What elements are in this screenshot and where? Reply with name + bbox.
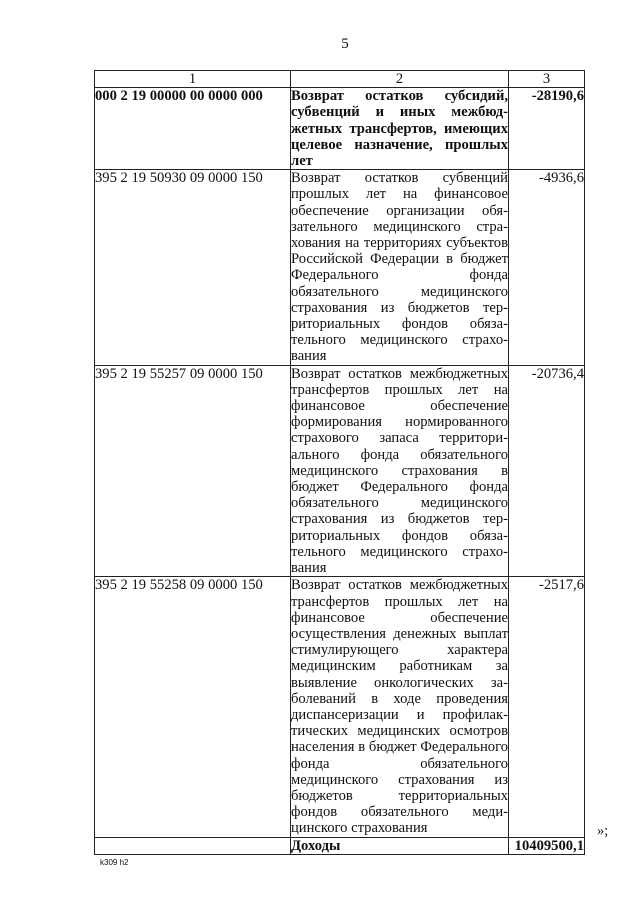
row-name: Возврат остатков межбюджетных трансфертов прошлых лет на финансовое обеспечение формирования нормированного страхового запаса территориального фонда обязательного медицинского страхования в бюджет Федерального фонда обязательного медицинского страхования из бюджетов территориальных фондов обязательного медицинского страхования — [291, 365, 508, 577]
table-header-row — [95, 71, 585, 88]
closing-quote-mark: »; — [597, 823, 609, 839]
row-code: 395 2 19 55257 09 0000 150 — [95, 365, 291, 577]
table-row — [95, 88, 585, 170]
row-amount: -20736,4 — [509, 365, 585, 577]
table-total-row — [95, 837, 585, 854]
row-amount: -4936,6 — [509, 170, 585, 365]
row-code: 000 2 19 00000 00 0000 000 — [95, 88, 291, 170]
row-code: 395 2 19 55258 09 0000 150 — [95, 577, 291, 837]
row-code: 395 2 19 50930 09 0000 150 — [95, 170, 291, 365]
header-cell-3: 3 — [509, 71, 585, 88]
row-name: Возврат остатков субсидий, субвенций и иных межбюджетных трансфертов, имеющих целевое назначение, прошлых лет — [291, 88, 508, 170]
total-amount: 10409500,1 — [509, 837, 585, 854]
row-amount: -28190,6 — [509, 88, 585, 170]
header-cell-1: 1 — [95, 71, 291, 88]
page-number: 5 — [341, 36, 349, 52]
total-code — [95, 837, 291, 854]
table-row — [95, 577, 585, 837]
row-name: Возврат остатков субвенций прошлых лет на финансовое обеспечение организации обязательного медицинского страхования на территориях субъектов Российской Федерации в бюджет Федерального фонда обязательного медицинского страхования из бюджетов территориальных фондов обязательного медицинского страхования — [291, 170, 508, 365]
table-row — [95, 365, 585, 577]
total-label: Доходы — [291, 837, 509, 854]
budget-revenue-table — [94, 70, 585, 855]
row-name: Возврат остатков межбюджетных трансфертов прошлых лет на финансовое обеспечение осуществления денежных выплат стимулирующего характера медицинским работникам за выявление онкологических заболеваний в ходе проведения диспансеризации и профилактических медицинских осмотров населения в бюджет Федерального фонда обязательного медицинского страхования из бюджетов территориальных фондов обязательного медицинского страхования — [291, 577, 508, 837]
footer-document-code: k309 h2 — [100, 858, 129, 867]
table-row — [95, 170, 585, 365]
row-amount: -2517,6 — [509, 577, 585, 837]
header-cell-2: 2 — [291, 71, 509, 88]
